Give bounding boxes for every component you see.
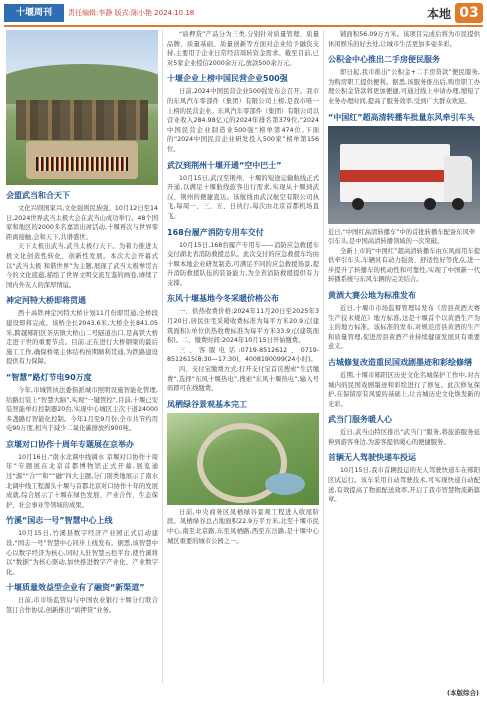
header-rule	[4, 25, 483, 27]
source-note: (本版综合)	[447, 689, 479, 697]
column-divider	[323, 30, 324, 683]
column-3	[328, 30, 480, 683]
article-text: 10月15日,我市首辆投运的无人驾驶快递车在郧阳区试运行。该车采用自动驾驶技术,可实现快递自动配送,有效提高了物流配送效率,开启了我市智慧物流新篇章。	[328, 467, 480, 504]
article-text: 天下太极出武当,武当太极行天下。为着力推进太极文化创造性转化、创新性发展。本次大会开幕式以“武当太极 和谐世界”为主题,展现了武当太极拳贯古今的文化底蕴,描绘了世界文明交流互鉴的画卷,赓续了国内外友人的深厚情谊。	[6, 243, 158, 289]
article-text: 10月15日,168台履产专用车——消防应急救援车交付湖北省消防救援总队。此次交付的应急救援车均由十堰本地企业研发制造,可满足不同的应急救援场景,提升消防救援队伍的装备能力,为全省消防救援提供有力支撑。	[167, 241, 319, 287]
article-title: 公积金中心推出二手房便民服务	[328, 55, 440, 65]
article-title: 神定河特大桥即将贯通	[6, 296, 86, 306]
article-text: 西十高铁神定河特大桥计划11月份即贯通,全桥段建设即将完成。该桥全长2043.6米,大桥全长841.05米,跨越郧阳区茶店镇大桥山二号隧道出口,是高铁大桥走进干世的重要节点。目前,正在进行大桥钢梁的最后施工工作,确保桥梁主体结构按期顺利贯通,为铁路建设提供有力保障。	[6, 310, 158, 366]
article-title: 武汉到荆州十堰开通“空中巴士”	[167, 160, 282, 170]
article-text: 今年,市城管执法委指派城市照明设施智能化管理,给路灯装上“智慧大脑”,实现“一键管控”,目前,十堰已安装智能单灯控制器20台,实现中心城区主次干道24000多盏路灯智能化控制。今年1月至9月份,全市共节约用电90万度,相当于减少二氧化碳排放约900吨。	[6, 386, 158, 433]
article-title: 凤栖绿谷景观基本完工	[167, 399, 247, 409]
article-title: 黄酒大赛公地为标准发布	[328, 290, 416, 300]
article-title: 168台履产消防专用车交付	[167, 227, 264, 237]
column-1	[6, 30, 158, 683]
article-text: 日前,市市场监管局与中国农业银行十堰分行联合签订合作协议,创新推出“质押贷”业务。	[6, 597, 158, 614]
column-2	[167, 30, 319, 683]
article-text: 全新上市的“中国红”超高清转播车由东风商用车提供牵引车头,车辆具有动力强劲、舒适性好等优点,进一步提升了转播车的机动性和可靠性,实现了中国新一代转播系统与东风车辆的完美结合。	[328, 247, 480, 284]
article-text: “质押贷”产品分为三类,分别针对质量管理、质量品牌、质量基础、质量创新等方面对企业给予融资支持,主要用于企业日常经营周转资金需求。截至目前,已对5家企业授信2000余万元,放款500余万元。	[167, 31, 319, 67]
masthead: 十堰周刊	[4, 4, 64, 22]
article-title: 武当门服务暖人心	[328, 415, 392, 425]
article-text: 近日,武当山特区推出“武当门”服务,将旅游服务延伸到游客身边,为游客提供暖心的便捷服务。	[328, 429, 480, 446]
page-header	[0, 0, 487, 26]
article-title: 首辆无人驾驶快递车投运	[328, 453, 416, 463]
article-text: 10月15日,竹溪县数字经济产业园正式启动建设,“国志一号”智慧中心同步上线发布。据悉,该智慧中心以数字经济为核心,同时入驻智慧云控平台,使竹溪将以“数据”为核心驱动,加快推进数字产业化、产业数字化。	[6, 530, 158, 576]
article-title: 古城修复改造重民国戏剧墨迹和彩绘修缮	[328, 357, 472, 367]
article-title: 京堰对口协作十周年专题展在京举办	[6, 439, 134, 449]
article-text: 铺面积56.09万方米。该项目完成后将为市民提供休闲娱乐的好去处,让城市生活更加多姿多彩。	[328, 31, 480, 48]
article-text: 三、客服电话:0719-8512612、0719-8512615(8:30—17:30)、4008190099(24小时)。	[167, 346, 319, 364]
broadcast-truck-photo	[328, 126, 480, 224]
photo-caption: 近日,“中国红高清转播车”中的首批转播车配备东风牵引车头,是中国高清转播领域的一次突破。	[328, 228, 476, 245]
article-text: 日前,2024中国民营企业500强发布会召开。我市的东风汽车零部件（集团）有限公司上榜,是我市唯一上榜的民营企业。东风汽车零部件（集团）有限公司以营业收入284.98亿元的2024年排名第379位,“2024中国民营企业制造业500强”榜单第474位,下面的“2024中国民营企业研发投入500家”榜单第156位。	[167, 88, 319, 153]
article-title: 十堰质量效益型企业有了融资“新渠道”	[6, 583, 145, 593]
article-text: 文化兴则国家兴,文化强则民族强。10月12日至14日,2024世界武当太极大会在武当山成功举行。48个国家和地区的2000多名嘉宾出席活动,十堰再次与世界零距离接触,会和天下,共谱盛世。	[6, 205, 158, 241]
article-text: 近期,十堰市郧阳区历史文化名城保护工作中,对古城内的民国戏剧墨迹和彩绘进行了修复。此次修复保护,在保留原有风貌的基础上,让古城历史文化焕发新的光彩。	[328, 371, 480, 408]
article-text: 近日,十堰市市场监督管理局发布《房县黄酒大赛生产技术规范》地方标准,这是十堰首个以黄酒生产为主的地方标准。该标准的发布,对规范房县黄酒的生产和质量管理,促进房县黄酒产业持续健康发展具有重要意义。	[328, 304, 480, 351]
article-title: 东风十堰基地今冬采暖价格公布	[167, 294, 279, 304]
article-text: 10月16日,“南水北调中线调水 京堰对口协作十周年”专题展在北京首都博物馆正式开幕,展览通过“源”“合”“和”“融”四大主题,分门别类地展示了南水北调中线工程源头十堰与首都北京对口协作十年的发展成就,综合展示了十堰在绿色发展、产业合作、生态保护、社会事业等领域的成果。	[6, 453, 158, 509]
article-text: 一、供热收费价格:2024年11月20日至2025年3月20日,居民住宅采暖收费标准为每平方米20.9元(建筑面积);单位供热收费标准为每平方米33.9元(建筑面积)。二、缴费时间:2024年10月15日开始缴费。	[167, 308, 319, 345]
column-divider	[162, 30, 163, 683]
article-text: 10月15日,武汉至荆州、十堰的短途运输航线正式开通,以满足十堰航线旅客出行需求,实现从十堰到武汉、荆州的便捷直达。该航线由武汉航空有限公司执飞,每周一、三、五、日执行,每次由北京首都机场直飞。	[167, 174, 319, 220]
article-text: 日前,中央商务区凤栖绿谷景观工程进入收尾阶段。凤栖绿谷总占地面积22.9万平方米,北至十堰市民中心,南至北京路,东至凤栖路,西至东岳路,是十堰中心城区重要的城市公园之一。	[167, 508, 319, 545]
page-number: 03	[455, 3, 483, 23]
article-title: 会盟武当和合天下	[6, 191, 70, 200]
editor-credits: 责任编辑:李静 版式:陈小艳 2024.10.18	[68, 9, 195, 17]
article-title: 十堰企业上榜中国民营企业500强	[167, 74, 288, 84]
article-title: 竹溪“国志一号”智慧中心上线	[6, 516, 113, 526]
article-text: 四、支付宝缴费方式:打开支付宝首页搜索“生活缴费”,选择“东风十堰热电”,搜索“东风十堰热电”,输入号码即可在线缴费。	[167, 366, 319, 393]
article-text: 即日起,我市推出“公积金+二手房贷款”便民服务,为购房职工提供便利。据悉,该服务推出后,购房职工办理公积金贷款将更加便捷,可通过线上申请办理,缩短了业务办理时间,提高了服务效率,受到广大群众欢迎。	[328, 69, 480, 105]
wudang-conference-photo	[6, 30, 158, 185]
article-title: “智慧”路灯节电90万度	[6, 372, 92, 382]
article-title: “中国红”超高清转播车批量东风牵引车头	[328, 112, 475, 122]
park-aerial-photo	[167, 413, 319, 505]
section-name: 本地	[426, 7, 451, 21]
